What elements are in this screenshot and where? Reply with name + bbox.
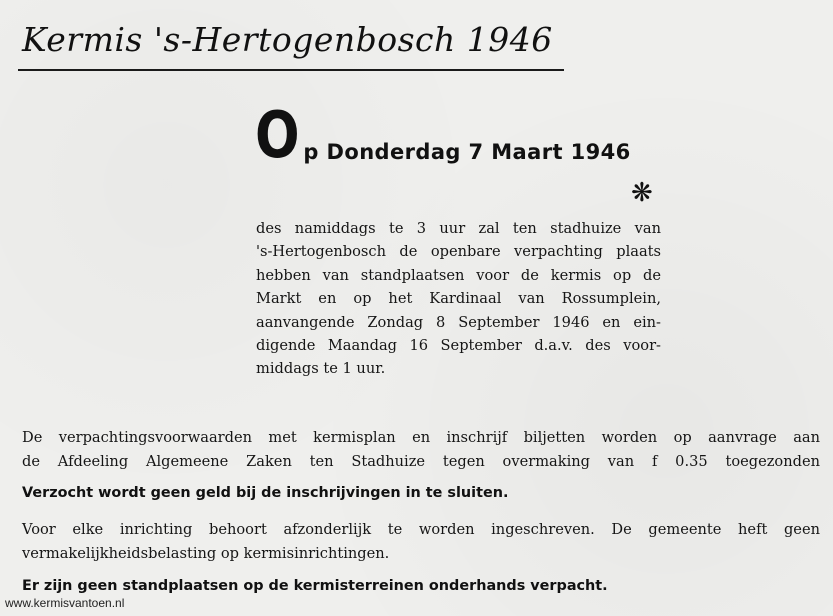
headline-dropcap: O xyxy=(255,99,300,173)
announcement-line: des namiddags te 3 uur zal ten stadhuize van xyxy=(256,220,661,237)
title-underline xyxy=(18,69,564,71)
headline-date: p Donderdag 7 Maart 1946 xyxy=(303,140,631,164)
registration-paragraph xyxy=(22,518,820,566)
announcement-line: 's-Hertogenbosch de openbare verpachting plaats xyxy=(256,243,661,261)
registration-line: Voor elke inrichting behoort afzonderlijk te worden ingeschreven. De gemeente heft geen xyxy=(22,521,820,538)
announcement-line: aanvangende Zondag 8 September 1946 en ein- xyxy=(256,313,661,331)
conditions-paragraph xyxy=(22,426,820,474)
watermark-link[interactable]: www.kermisvantoen.nl xyxy=(5,596,125,610)
registration-line: vermakelijkheidsbelasting op kermisinrichtingen. xyxy=(22,545,390,562)
announcement-line: hebben van standplaatsen voor de kermis op de xyxy=(256,266,661,284)
asterism-star-icon: ❋ xyxy=(631,178,653,208)
notice-no-private: Er zijn geen standplaatsen op de kermisterreinen onderhands verpacht. xyxy=(22,578,608,594)
announcement-line: Markt en op het Kardinaal van Rossumplein, xyxy=(256,290,661,308)
announcement-line: middags te 1 uur. xyxy=(256,360,386,378)
announcement-line: digende Maandag 16 September d.a.v. des voor- xyxy=(256,337,661,355)
notice-no-money: Verzocht wordt geen geld bij de inschrijvingen in te sluiten. xyxy=(22,485,509,501)
announcement-paragraph xyxy=(256,217,661,381)
document-title: Kermis 's-Hertogenbosch 1946 xyxy=(22,20,553,59)
conditions-line: De verpachtingsvoorwaarden met kermisplan en inschrijf biljetten worden op aanvrage aan xyxy=(22,429,820,446)
headline xyxy=(255,99,631,173)
conditions-line: de Afdeeling Algemeene Zaken ten Stadhuize tegen overmaking van f 0.35 toegezonden xyxy=(22,453,820,470)
